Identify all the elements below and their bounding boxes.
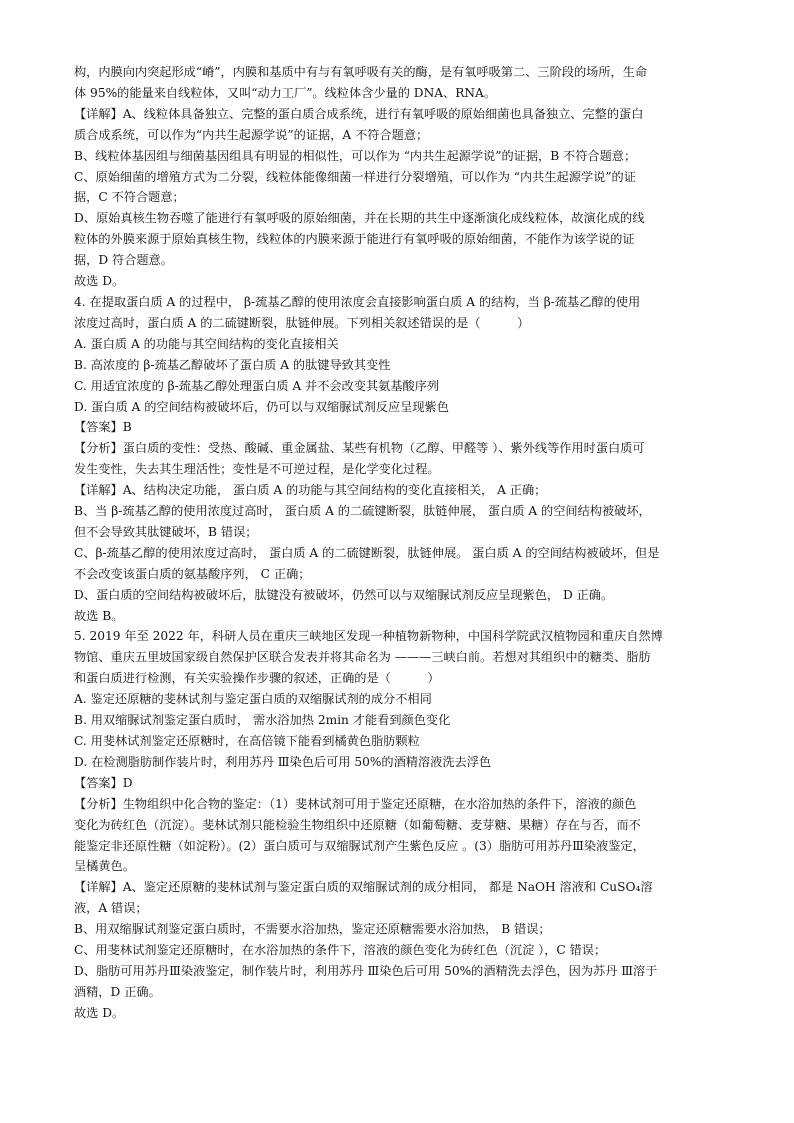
text-line: B、线粒体基因组与细菌基因组具有明显的相似性，可以作为 “内共生起源学说”的证据，B 不符合题意； [74, 148, 637, 163]
text-line: 【答案】B [74, 420, 132, 435]
text-line: 【分析】蛋白质的变性：受热、酸碱、重金属盐、某些有机物（乙醇、甲醛等 ）、紫外线等作用时蛋白质可 [74, 441, 645, 456]
text-line: 【详解】A、鉴定还原糖的斐林试剂与鉴定蛋白质的双缩脲试剂的成分相同， 都是 NaOH 溶液和 CuSO₄溶 [74, 880, 653, 895]
text-line: 能鉴定非还原性糖（如淀粉）。(2）蛋白质可与双缩脲试剂产生紫色反应 。(3）脂肪可用苏丹Ⅲ染液鉴定， [74, 838, 645, 853]
text-line: 呈橘黄色。 [74, 859, 135, 874]
text-line: 粒体的外膜来源于原始真核生物，线粒体的内膜来源于能进行有氧呼吸的原始细菌，不能作为该学说的证 [74, 232, 635, 247]
text-line: 据，C 不符合题意； [74, 190, 185, 205]
text-line: B、用双缩脲试剂鉴定蛋白质时，不需要水浴加热，鉴定还原糖需要水浴加热， B 错误； [74, 922, 551, 937]
text-line: D、脂肪可用苏丹Ⅲ染液鉴定，制作装片时，利用苏丹 Ⅲ染色后可用 50%的酒精洗去浮色，因为苏丹 Ⅲ溶于 [74, 963, 658, 978]
text-line: C、原始细菌的增殖方式为二分裂，线粒体能像细菌一样进行分裂增殖，可以作为 “内共生起源学说”的证 [74, 169, 636, 184]
text-line: B. 高浓度的 β-巯基乙醇破坏了蛋白质 A 的肽键导致其变性 [74, 357, 391, 372]
text-line: 构，内膜向内突起形成“嵴”，内膜和基质中有与有氧呼吸有关的酶，是有氧呼吸第二、三阶段的场所，生命 [74, 65, 648, 79]
text-line: 和蛋白质进行检测，有关实验操作步骤的叙述，正确的是（ ） [74, 671, 440, 686]
text-line: C. 用适宜浓度的 β-巯基乙醇处理蛋白质 A 并不会改变其氨基酸序列 [74, 378, 440, 393]
text-line: 但不会导致其肽键破坏，B 错误； [74, 524, 258, 539]
text-line: 变化为砖红色（沉淀）。斐林试剂只能检验生物组织中还原糖（如葡萄糖、麦芽糖、果糖）存在与否，而不 [74, 817, 641, 832]
text-line: 据，D 符合题意。 [74, 253, 173, 268]
text-line: 【答案】D [74, 775, 133, 790]
text-line: 物馆、重庆五里坡国家级自然保护区联合发表并将其命名为 ———三峡白前。若想对其组织中的糖类、脂肪 [74, 650, 651, 665]
text-line: 故选 B。 [74, 608, 124, 623]
text-line: A. 鉴定还原糖的斐林试剂与鉴定蛋白质的双缩脲试剂的成分不相同 [74, 692, 432, 707]
text-line: C. 用斐林试剂鉴定还原糖时，在高倍镜下能看到橘黄色脂肪颗粒 [74, 734, 420, 748]
text-line: 5. 2019 年至 2022 年，科研人员在重庆三峡地区发现一种植物新物种，中国科学院武汉植物园和重庆自然博 [74, 629, 663, 644]
text-line: 体 95%的能量来自线粒体，又叫“动力工厂”。线粒体含少量的 DNA、RNA。 [74, 85, 497, 100]
text-line: D、原始真核生物吞噬了能进行有氧呼吸的原始细菌，并在长期的共生中逐渐演化成线粒体，故演化成的线 [74, 211, 645, 226]
text-line: 浓度过高时，蛋白质 A 的二硫键断裂，肽链伸展。下列相关叙述错误的是（ ） [74, 315, 530, 330]
text-line: 【详解】A、结构决定功能， 蛋白质 A 的功能与其空间结构的变化直接相关， A 正确； [74, 483, 547, 498]
text-line: D. 在检测脂肪制作装片时，利用苏丹 Ⅲ染色后可用 50%的酒精溶液洗去浮色 [74, 754, 492, 769]
text-line: D、蛋白质的空间结构被破坏后，肽键没有被破坏，仍然可以与双缩脲试剂反应呈现紫色， D 正确。 [74, 587, 614, 602]
document-page [74, 62, 722, 1024]
text-line: 酒精，D 正确。 [74, 984, 161, 999]
text-line: 故选 D。 [74, 1005, 125, 1020]
text-line: A. 蛋白质 A 的功能与其空间结构的变化直接相关 [74, 336, 339, 351]
text-line: B. 用双缩脲试剂鉴定蛋白质时， 需水浴加热 2min 才能看到颜色变化 [74, 713, 451, 728]
text-line: C、β-巯基乙醇的使用浓度过高时， 蛋白质 A 的二硫键断裂，肽链伸展。 蛋白质 A 的空间结构被破坏，但是 [74, 545, 660, 560]
text-line: 4. 在提取蛋白质 A 的过程中， β-巯基乙醇的使用浓度会直接影响蛋白质 A 的结构，当 β-巯基乙醇的使用 [74, 294, 641, 309]
text-line: 质合成系统，可以作为“内共生起源学说”的证据，A 不符合题意； [74, 127, 429, 142]
text-line: 【详解】A、线粒体具备独立、完整的蛋白质合成系统，进行有氧呼吸的原始细菌也具备独立、完整的蛋白 [74, 106, 644, 121]
text-line: 发生变性，失去其生理活性；变性是不可逆过程，是化学变化过程。 [74, 462, 440, 477]
text-line: 故选 D。 [74, 274, 125, 289]
text-line: 【分析】生物组织中化合物的鉴定：（1）斐林试剂可用于鉴定还原糖，在水浴加热的条件下，溶液的颜色 [74, 796, 637, 811]
text-line: C、用斐林试剂鉴定还原糖时，在水浴加热的条件下，溶液的颜色变化为砖红色（沉淀 ），C 错误； [74, 943, 607, 958]
text-line: 不会改变该蛋白质的氨基酸序列， C 正确； [74, 566, 311, 581]
text-line: 液，A 错误； [74, 901, 148, 916]
text-line: D. 蛋白质 A 的空间结构被破坏后，仍可以与双缩脲试剂反应呈现紫色 [74, 399, 449, 414]
text-line: B、当 β-巯基乙醇的使用浓度过高时， 蛋白质 A 的二硫键断裂，肽链伸展， 蛋白质 A 的空间结构被破坏， [74, 504, 651, 519]
